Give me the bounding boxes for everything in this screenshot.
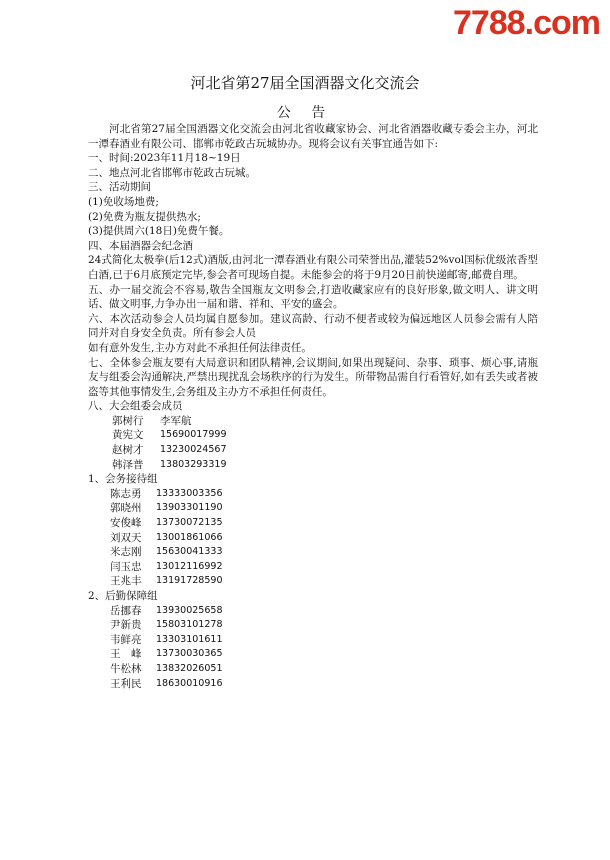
logistics-heading: 2、后勤保障组	[88, 590, 158, 602]
item-eight-heading: 八、大会组委会成员	[88, 400, 183, 413]
list-item	[110, 633, 538, 648]
item-activity-2: (2)免费为瓶友提供热水;	[88, 210, 201, 223]
member-name: 闫玉忠	[110, 560, 142, 573]
list-item	[110, 501, 538, 516]
member-name: 刘双天	[110, 531, 142, 544]
list-item	[110, 487, 538, 502]
member-phone: 13832026051	[156, 662, 223, 674]
member-phone: 13001861066	[156, 531, 223, 543]
list-item	[112, 458, 538, 473]
member-name: 安俊峰	[110, 517, 142, 530]
member-name: 王利民	[110, 677, 142, 690]
member-name: 郭晓州	[110, 502, 142, 515]
member-phone: 13303101611	[156, 633, 223, 645]
member-phone: 15803101278	[156, 619, 223, 631]
logistics-list	[88, 604, 538, 692]
item-activity-heading: 三、活动期间	[88, 181, 151, 194]
list-item	[110, 545, 538, 560]
member-phone: 13730072135	[156, 517, 223, 529]
item-six: 六、本次活动参会人员均属自愿参加。建议高龄、行动不便者或较为偏远地区人员参会需有人陪同并对自身安全负责。所有参会人员	[88, 312, 538, 340]
list-item	[112, 443, 538, 458]
list-item	[110, 647, 538, 662]
item-place: 二、地点河北省邯郸市乾政古玩城。	[88, 166, 256, 179]
member-phone: 13803293319	[160, 458, 227, 470]
member-name: 牛松林	[110, 662, 142, 675]
member-phone: 15630041333	[156, 546, 223, 558]
member-phone: 13903301190	[156, 502, 223, 514]
list-item	[110, 604, 538, 619]
intro-paragraph: 河北省第27届全国酒器文化交流会由河北省收藏家协会、河北省酒器收藏专委会主办，河北一潭春酒业有限公司、邯郸市乾政古玩城协办。现将会议有关事宜通告如下:	[88, 123, 538, 150]
member-name: 王 峰	[110, 648, 142, 661]
item-wine-heading: 四、本届酒器会纪念酒	[88, 239, 193, 252]
member-name: 陈志勇	[110, 487, 142, 500]
item-activity-3: (3)提供周六(18日)免费午餐。	[88, 225, 230, 238]
member-phone: 13730030365	[156, 648, 223, 660]
item-wine-body: 24式简化太极拳(后12式)酒版,由河北一潭春酒业有限公司荣誉出品,灌装52%vol国标优级浓香型白酒,已于6月底预定完毕,参会者可现场自提。未能参会的将于9月20日前快递邮寄,邮费自理。	[88, 254, 538, 281]
announcement-heading: 公 告	[276, 105, 334, 121]
member-name: 韦鲜亮	[110, 633, 142, 646]
member-phone: 13333003356	[156, 487, 223, 499]
member-name: 岳挪春	[110, 604, 142, 617]
watermark-logo: 7788.com	[453, 4, 600, 42]
document-body	[88, 122, 538, 691]
item-activity-1: (1)免收场地费;	[88, 195, 159, 208]
item-time: 一、时间:2023年11月18~19日	[88, 152, 241, 165]
list-item	[112, 428, 538, 443]
list-item	[110, 662, 538, 677]
member-phone: 15690017999	[160, 429, 227, 441]
member-name: 米志刚	[110, 546, 142, 559]
item-seven: 七、全体参会瓶友要有大局意识和团队精神,会议期间,如果出现疑问、杂事、琐事、烦心事,请瓶友与组委会沟通解决,严禁出现扰乱会场秩序的行为发生。所带物品需自行看管好,如有丢失或者被盗等其他事情发生,会务组及主办方不承担任何责任。	[88, 356, 538, 398]
list-item	[110, 516, 538, 531]
list-item	[110, 531, 538, 546]
list-item	[110, 560, 538, 575]
member-name: 郭树行	[112, 414, 144, 427]
member-phone: 13191728590	[156, 575, 223, 587]
list-item	[110, 618, 538, 633]
list-item	[110, 677, 538, 692]
member-phone: 18630010916	[156, 677, 223, 689]
committee-list	[88, 414, 538, 472]
reception-list	[88, 487, 538, 589]
member-name: 尹新贵	[110, 619, 142, 632]
member-name: 赵树才	[112, 444, 144, 457]
list-item	[110, 574, 538, 589]
item-six-continued: 如有意外发生,主办方对此不承担任何法律责任。	[88, 341, 312, 354]
member-phone: 13012116992	[156, 560, 223, 572]
item-five: 五、办一届交流会不容易,敬告全国瓶友文明参会,打造收藏家应有的良好形象,做文明人、讲文明话、做文明事,力争办出一届和谐、祥和、平安的盛会。	[88, 283, 538, 311]
member-name: 王兆丰	[110, 575, 142, 588]
member-phone: 13230024567	[160, 444, 227, 456]
member-name: 韩泽普	[112, 458, 144, 471]
member-phone: 李军航	[160, 414, 192, 427]
member-name: 黄宪文	[112, 429, 144, 442]
list-item	[112, 414, 538, 429]
document-title: 河北省第27届全国酒器文化交流会	[190, 74, 420, 92]
member-phone: 13930025658	[156, 604, 223, 616]
reception-heading: 1、会务接待组	[88, 473, 158, 486]
